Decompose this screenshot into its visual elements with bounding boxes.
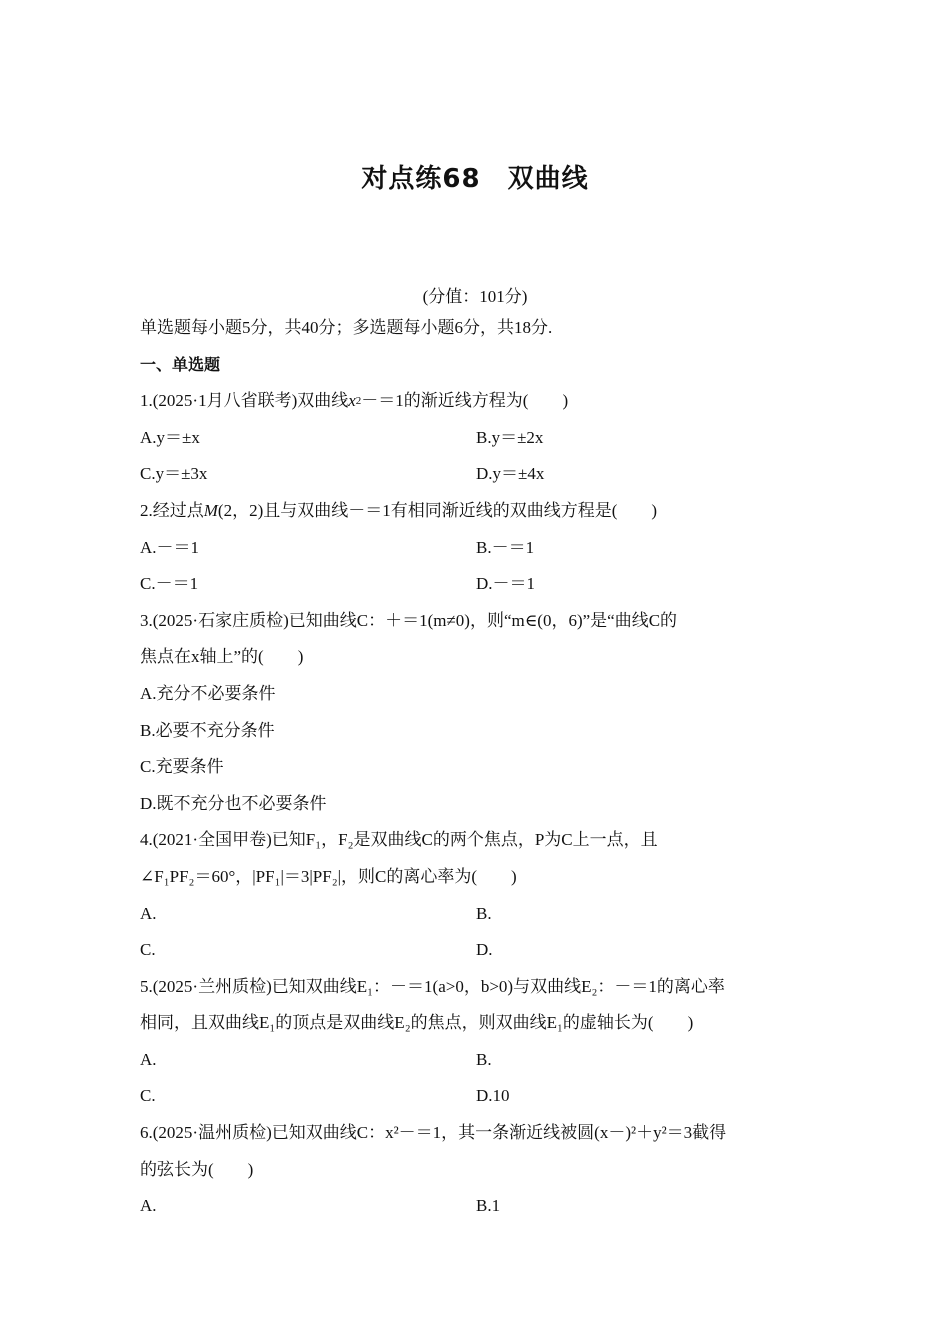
option-a[interactable]: A. [140,1049,157,1069]
question-5-options-row-2 [140,1086,812,1123]
option-b[interactable]: B.必要不充分条件 [140,720,275,740]
option-b[interactable]: B.1 [476,1196,501,1216]
question-list [140,318,812,1233]
question-4-options-row-1 [140,904,812,941]
option-c[interactable]: C. [140,1086,156,1106]
question-2-options-row-2 [140,574,812,611]
option-b[interactable]: B.y＝±2x [476,427,544,447]
question-3-line-1: 3.(2025·石家庄质检)已知曲线C：＋＝1(m≠0)，则“m∈(0，6)”是“曲线C的 [140,610,678,630]
option-d[interactable]: D.y＝±4x [476,464,545,484]
question-5-options-row-1 [140,1050,812,1087]
instructions: 单选题每小题5分，共40分；多选题每小题6分，共18分. [140,318,553,337]
option-d[interactable]: D.10 [476,1086,510,1106]
option-d[interactable]: D.既不充分也不必要条件 [140,793,327,813]
question-5-line-1: 5.(2025·兰州质检)已知双曲线E₁：－＝1(a>0，b>0)与双曲线E₂：－＝1的离心率 [140,976,725,996]
question-1-rest: －＝1的渐近线方程为( ) [361,391,569,411]
question-2-options-row-1 [140,538,812,575]
question-2-point: M [203,500,218,520]
option-c[interactable]: C. [140,940,156,960]
option-a[interactable]: A.充分不必要条件 [140,683,276,703]
option-a[interactable]: A.－＝1 [140,537,200,557]
question-6-line-2: 的弦长为( ) [140,1159,254,1179]
question-1-options-row-2 [140,464,812,501]
question-1-prefix: 1.(2025·1月八省联考)双曲线 [140,391,349,411]
option-d[interactable]: D. [476,940,493,960]
question-2 [140,501,812,538]
question-1-sup: 2 [355,395,362,408]
question-4-options-row-2 [140,940,812,977]
section-heading: 一、单选题 [140,354,221,374]
option-c[interactable]: C.充要条件 [140,757,224,777]
option-b[interactable]: B.－＝1 [476,537,535,557]
option-d[interactable]: D.－＝1 [476,574,536,594]
question-1-options-row-1 [140,428,812,465]
question-1 [140,391,812,428]
question-2-text-1: 2.经过点 [140,500,204,520]
option-c[interactable]: C.－＝1 [140,574,199,594]
option-c[interactable]: C.y＝±3x [140,464,208,484]
option-a[interactable]: A. [140,903,157,923]
score-info: (分值：101分) [422,287,528,306]
question-3-line-2: 焦点在x轴上”的( ) [140,647,304,667]
question-2-text-2: (2，2)且与双曲线－＝1有相同渐近线的双曲线方程是( ) [217,500,658,520]
question-6-line-1: 6.(2025·温州质检)已知双曲线C：x²－＝1，其一条渐近线被圆(x－)²＋y²＝3截得 [140,1123,727,1143]
option-a[interactable]: A.y＝±x [140,427,200,447]
question-5-line-2: 相同，且双曲线E₁的顶点是双曲线E₂的焦点，则双曲线E₁的虚轴长为( ) [140,1013,694,1033]
question-4-line-1: 4.(2021·全国甲卷)已知F₁，F₂是双曲线C的两个焦点，P为C上一点，且 [140,830,658,850]
option-b[interactable]: B. [476,1049,492,1069]
option-a[interactable]: A. [140,1196,157,1216]
page-title: 对点练68 双曲线 [361,164,589,194]
question-6-options-row-1 [140,1196,812,1233]
question-4-line-2: ∠F₁PF₂＝60°，|PF₁|＝3|PF₂|，则C的离心率为( ) [140,866,517,886]
question-1-var: x [348,391,356,411]
option-b[interactable]: B. [476,903,492,923]
